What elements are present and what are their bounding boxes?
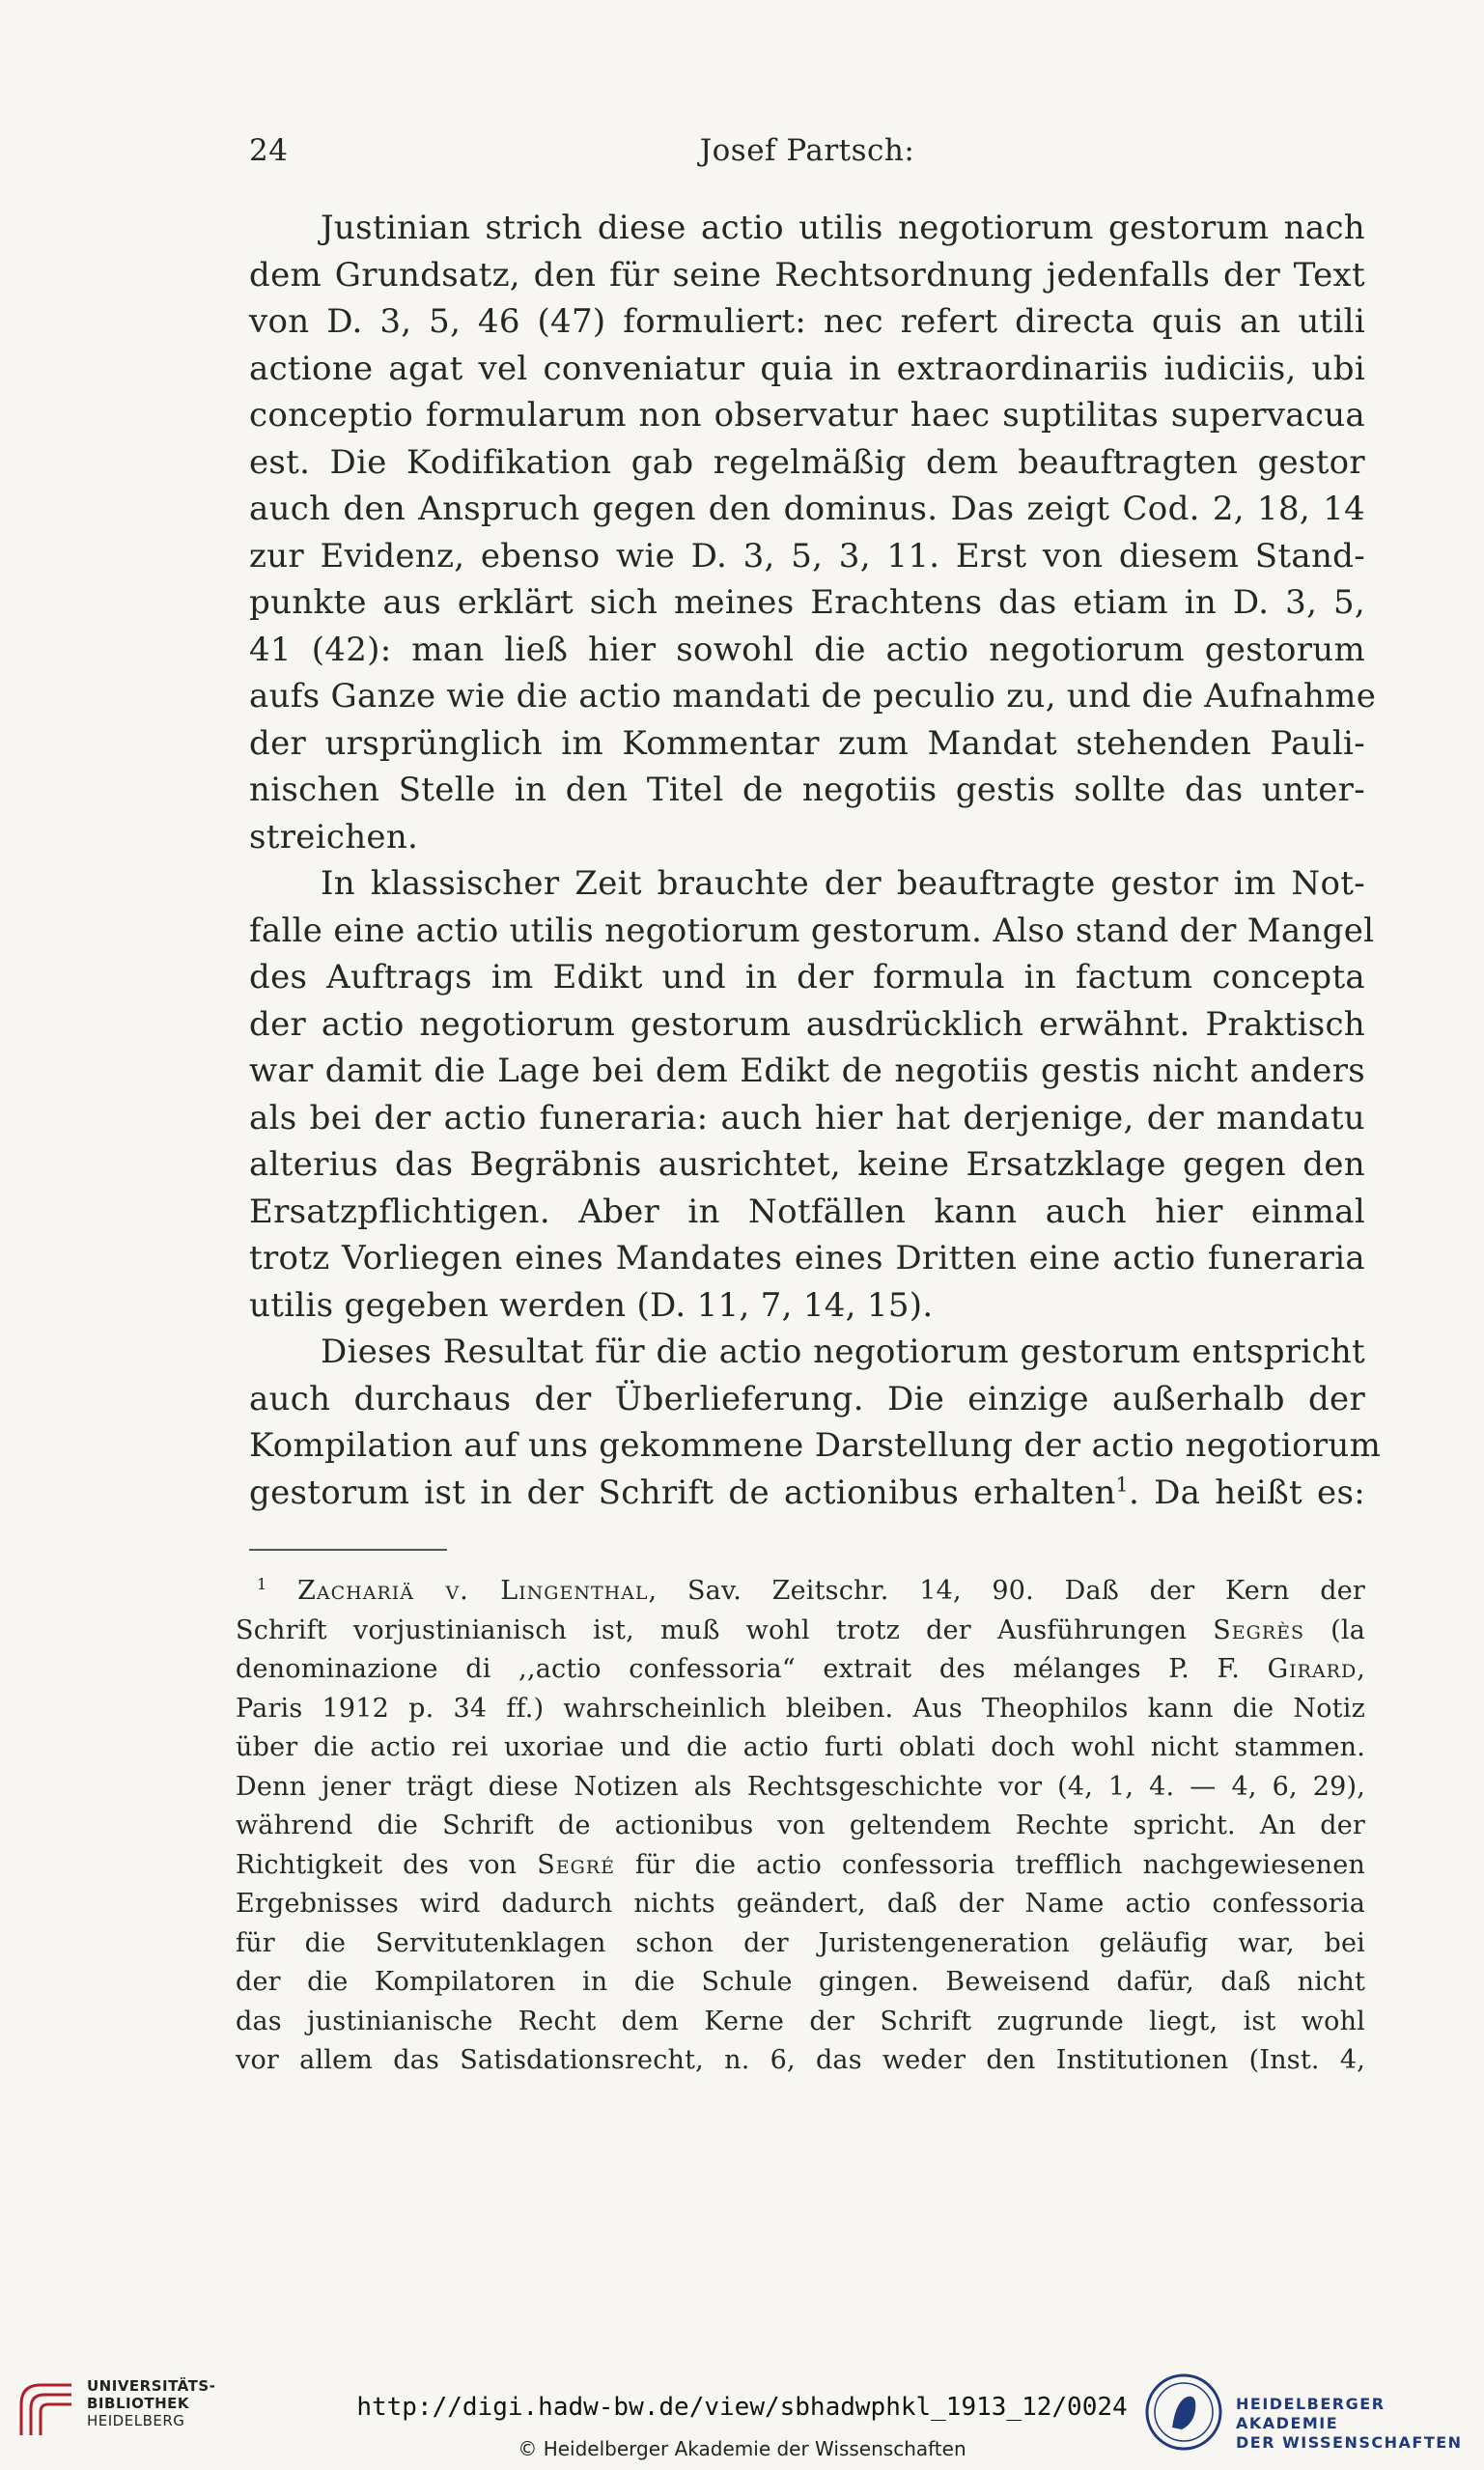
footnote-line: Denn jener trägt diese Notizen als Rechtsgeschichte vor (4, 1, 4. — 4, 6, 29), <box>236 1771 1365 1802</box>
text-line: des Auftrags im Edikt und in der formula in factum concepta <box>249 958 1365 996</box>
footnote-line: während die Schrift de actionibus von geltendem Rechte spricht. An der <box>236 1810 1365 1840</box>
text-line: utilis gegeben werden (D. 11, 7, 14, 15). <box>249 1285 934 1325</box>
page-number: 24 <box>249 133 289 168</box>
text-line: von D. 3, 5, 46 (47) formuliert: nec refert directa quis an utili <box>249 302 1365 341</box>
source-url-link[interactable]: http://digi.hadw-bw.de/view/sbhadwphkl_1913_12/0024 <box>356 2393 1128 2422</box>
text-line: war damit die Lage bei dem Edikt de negotiis gestis nicht anders <box>249 1052 1365 1090</box>
text-line: conceptio formularum non observatur haec suptilitas supervacua <box>249 396 1365 435</box>
text-line: streichen. <box>249 817 419 856</box>
footnote-ref[interactable]: 1 <box>1115 1473 1129 1497</box>
text-line: actione agat vel conveniatur quia in extraordinariis iudiciis, ubi <box>249 349 1365 388</box>
text-line: falle eine actio utilis negotiorum gestorum. Also stand der Mangel <box>249 911 1375 950</box>
footnote-line: Paris 1912 p. 34 ff.) wahrscheinlich bleiben. Aus Theophilos kann die Notiz <box>236 1693 1365 1724</box>
text-line: Kompilation auf uns gekommene Darstellung der actio negotiorum <box>249 1426 1382 1465</box>
footnote-line: Schrift vorjustinianisch ist, muß wohl trotz der Ausführungen Segrès (la <box>236 1614 1365 1645</box>
text-line: aufs Ganze wie die actio mandati de peculio zu, und die Aufnahme <box>249 677 1377 716</box>
footnote-line: vor allem das Satisdationsrecht, n. 6, das weder den Institutionen (Inst. 4, <box>236 2045 1365 2075</box>
author-name: Segré <box>537 1849 615 1880</box>
footer-bar <box>0 2358 1484 2470</box>
author-name: Zachariä v. Lingenthal <box>297 1576 649 1606</box>
text-line: punkte aus erklärt sich meines Erachtens das etiam in D. 3, 5, <box>249 583 1365 622</box>
footnote-line: $^1$ Zachariä v. Lingenthal, Sav. Zeitschr. 14, 90. Daß der Kern der <box>257 1575 1365 1606</box>
text-line: der actio negotiorum gestorum ausdrücklich erwähnt. Praktisch <box>249 1004 1365 1044</box>
text-line: In klassischer Zeit brauchte der beauftragte gestor im Not- <box>321 864 1365 903</box>
university-library-label: UNIVERSITÄTS- BIBLIOTHEK HEIDELBERG <box>87 2377 216 2429</box>
text-line: auch den Anspruch gegen den dominus. Das zeigt Cod. 2, 18, 14 <box>249 490 1365 528</box>
academy-seal-icon <box>1143 2372 1224 2453</box>
academy-label: HEIDELBERGER AKADEMIE DER WISSENSCHAFTEN <box>1236 2395 1463 2452</box>
text-line: nischen Stelle in den Titel de negotiis gestis sollte das unter- <box>249 771 1365 809</box>
copyright-notice: © Heidelberger Akademie der Wissenschaften <box>518 2437 966 2460</box>
footnote-line: Ergebnisses wird dadurch nichts geändert, daß der Name actio confessoria <box>236 1889 1365 1919</box>
running-title: Josef Partsch: <box>699 133 915 168</box>
text-line: gestorum ist in der Schrift de actionibus erhalten$^1$. Da heißt es: <box>249 1473 1365 1512</box>
text-line: zur Evidenz, ebenso wie D. 3, 5, 3, 11. Erst von diesem Stand- <box>249 536 1365 575</box>
footnote-divider <box>249 1549 447 1551</box>
footnote-line: der die Kompilatoren in die Schule gingen. Beweisend dafür, daß nicht <box>236 1967 1365 1997</box>
text-line: als bei der actio funeraria: auch hier hat derjenige, der mandatu <box>249 1098 1365 1137</box>
main-text <box>249 205 1382 1516</box>
text-line: trotz Vorliegen eines Mandates eines Dritten eine actio funeraria <box>249 1239 1365 1277</box>
footnote <box>236 1572 1365 2081</box>
text-line: est. Die Kodifikation gab regelmäßig dem beauftragten gestor <box>249 442 1365 482</box>
author-name: Girard <box>1267 1654 1358 1684</box>
text-line: Dieses Resultat für die actio negotiorum gestorum entspricht <box>321 1333 1365 1371</box>
footnote-marker: 1 <box>257 1575 267 1593</box>
footnote-line: Richtigkeit des von Segré für die actio confessoria trefflich nachgewiesenen <box>236 1849 1365 1880</box>
footnote-line: das justinianische Recht dem Kerne der Schrift zugrunde liegt, ist wohl <box>236 2006 1365 2036</box>
author-name: Segrès <box>1213 1614 1305 1645</box>
text-line: Justinian strich diese actio utilis negotiorum gestorum nach <box>321 209 1365 247</box>
text-line: auch durchaus der Überlieferung. Die einzige außerhalb der <box>249 1379 1365 1418</box>
text-line: Ersatzpflichtigen. Aber in Notfällen kann auch hier einmal <box>249 1192 1365 1231</box>
footnote-line: über die actio rei uxoriae und die actio furti oblati doch wohl nicht stammen. <box>236 1732 1365 1762</box>
footnote-line: denominazione di ,,actio confessoria“ extrait des mélanges P. F. Girard, <box>236 1654 1365 1684</box>
text-line: der ursprünglich im Kommentar zum Mandat stehenden Pauli- <box>249 723 1365 763</box>
text-line: 41 (42): man ließ hier sowohl die actio negotiorum gestorum <box>249 630 1365 669</box>
page-header <box>249 133 1365 182</box>
text-line: alterius das Begräbnis ausrichtet, keine Ersatzklage gegen den <box>249 1145 1365 1184</box>
footnote-line: für die Servitutenklagen schon der Juristengeneration geläufig war, bei <box>236 1927 1365 1958</box>
text-line: dem Grundsatz, den für seine Rechtsordnung jedenfalls der Text <box>249 255 1365 295</box>
